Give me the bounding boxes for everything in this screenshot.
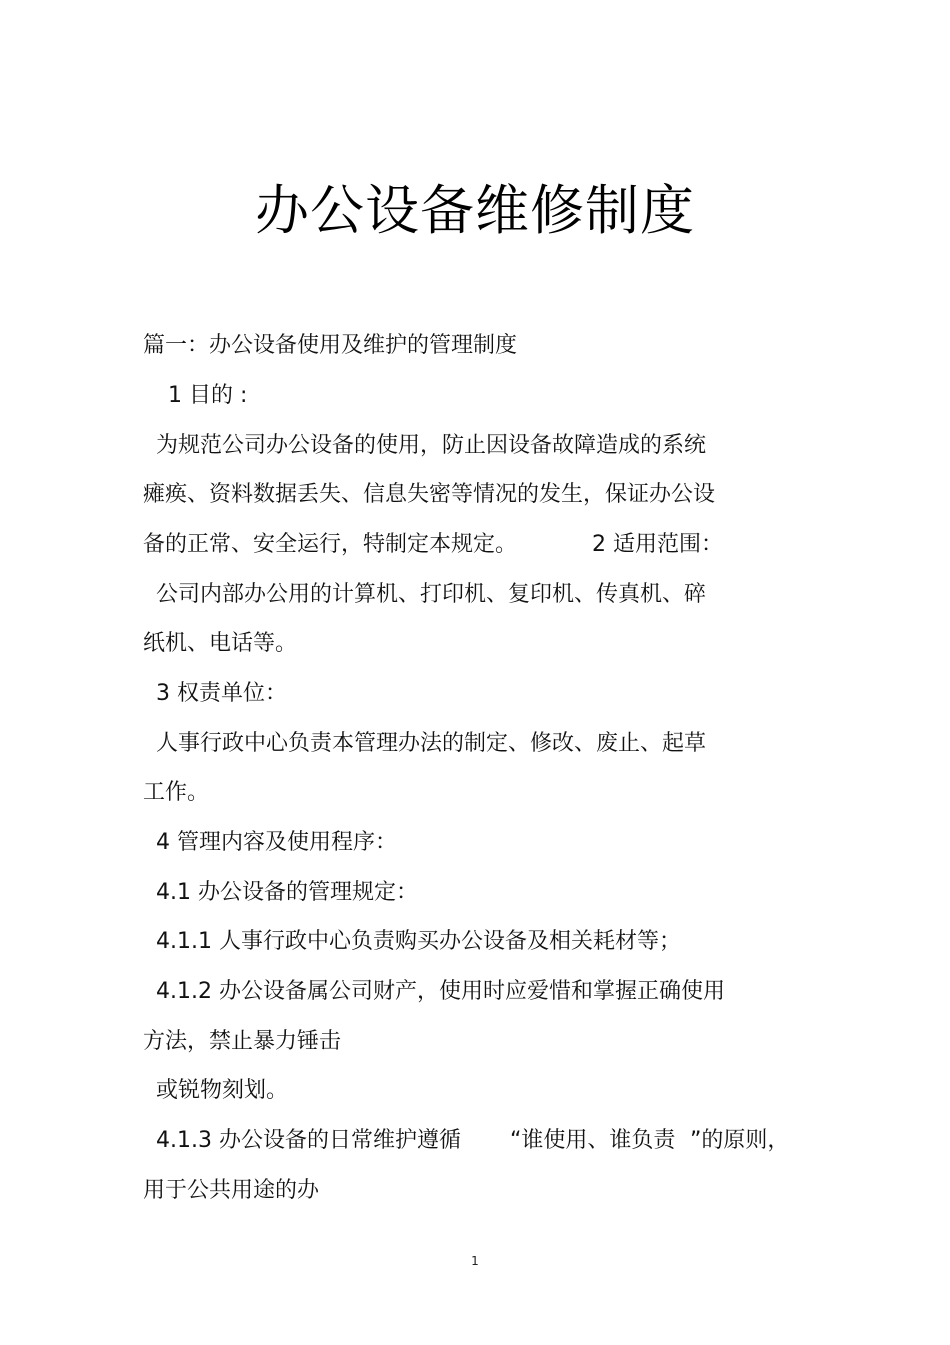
paragraph-line: 方法，禁止暴力锤击 [143, 1029, 342, 1054]
paragraph-line: 瘫痪、资料数据丢失、信息失密等情况的发生，保证办公设 [143, 482, 716, 507]
paragraph-line: 2 适用范围： [592, 532, 723, 557]
paragraph-line: 4.1.3 办公设备的日常维护遵循 [156, 1128, 461, 1153]
paragraph-line: 或锐物刻划。 [156, 1078, 289, 1103]
paragraph-line: 为规范公司办公设备的使用，防止因设备故障造成的系统 [156, 433, 707, 458]
paragraph-line: 4.1.1 人事行政中心负责购买办公设备及相关耗材等； [156, 929, 681, 954]
paragraph-line: 纸机、电话等。 [143, 631, 298, 656]
paragraph-line: 人事行政中心负责本管理办法的制定、修改、废止、起草 [156, 731, 707, 756]
paragraph-line: 1 目的 : [168, 383, 248, 408]
paragraph-line: 3 权责单位： [156, 681, 287, 706]
paragraph-line: 用于公共用途的办 [143, 1178, 320, 1203]
paragraph-line: “谁使用、谁负责 [510, 1128, 676, 1153]
paragraph-line: 公司内部办公用的计算机、打印机、复印机、传真机、碎 [156, 582, 707, 607]
paragraph-line: 4 管理内容及使用程序： [156, 830, 397, 855]
paragraph-line: 4.1 办公设备的管理规定： [156, 880, 418, 905]
page-number: 1 [471, 1254, 479, 1268]
paragraph-line: 4.1.2 办公设备属公司财产，使用时应爱惜和掌握正确使用 [156, 979, 725, 1004]
paragraph-line: ”的原则， [690, 1128, 790, 1153]
paragraph-line: 工作。 [143, 780, 210, 805]
paragraph-line: 备的正常、安全运行，特制定本规定。 [143, 532, 518, 557]
document-title: 办公设备维修制度 [255, 179, 695, 242]
section-heading: 篇一：办公设备使用及维护的管理制度 [143, 333, 518, 358]
